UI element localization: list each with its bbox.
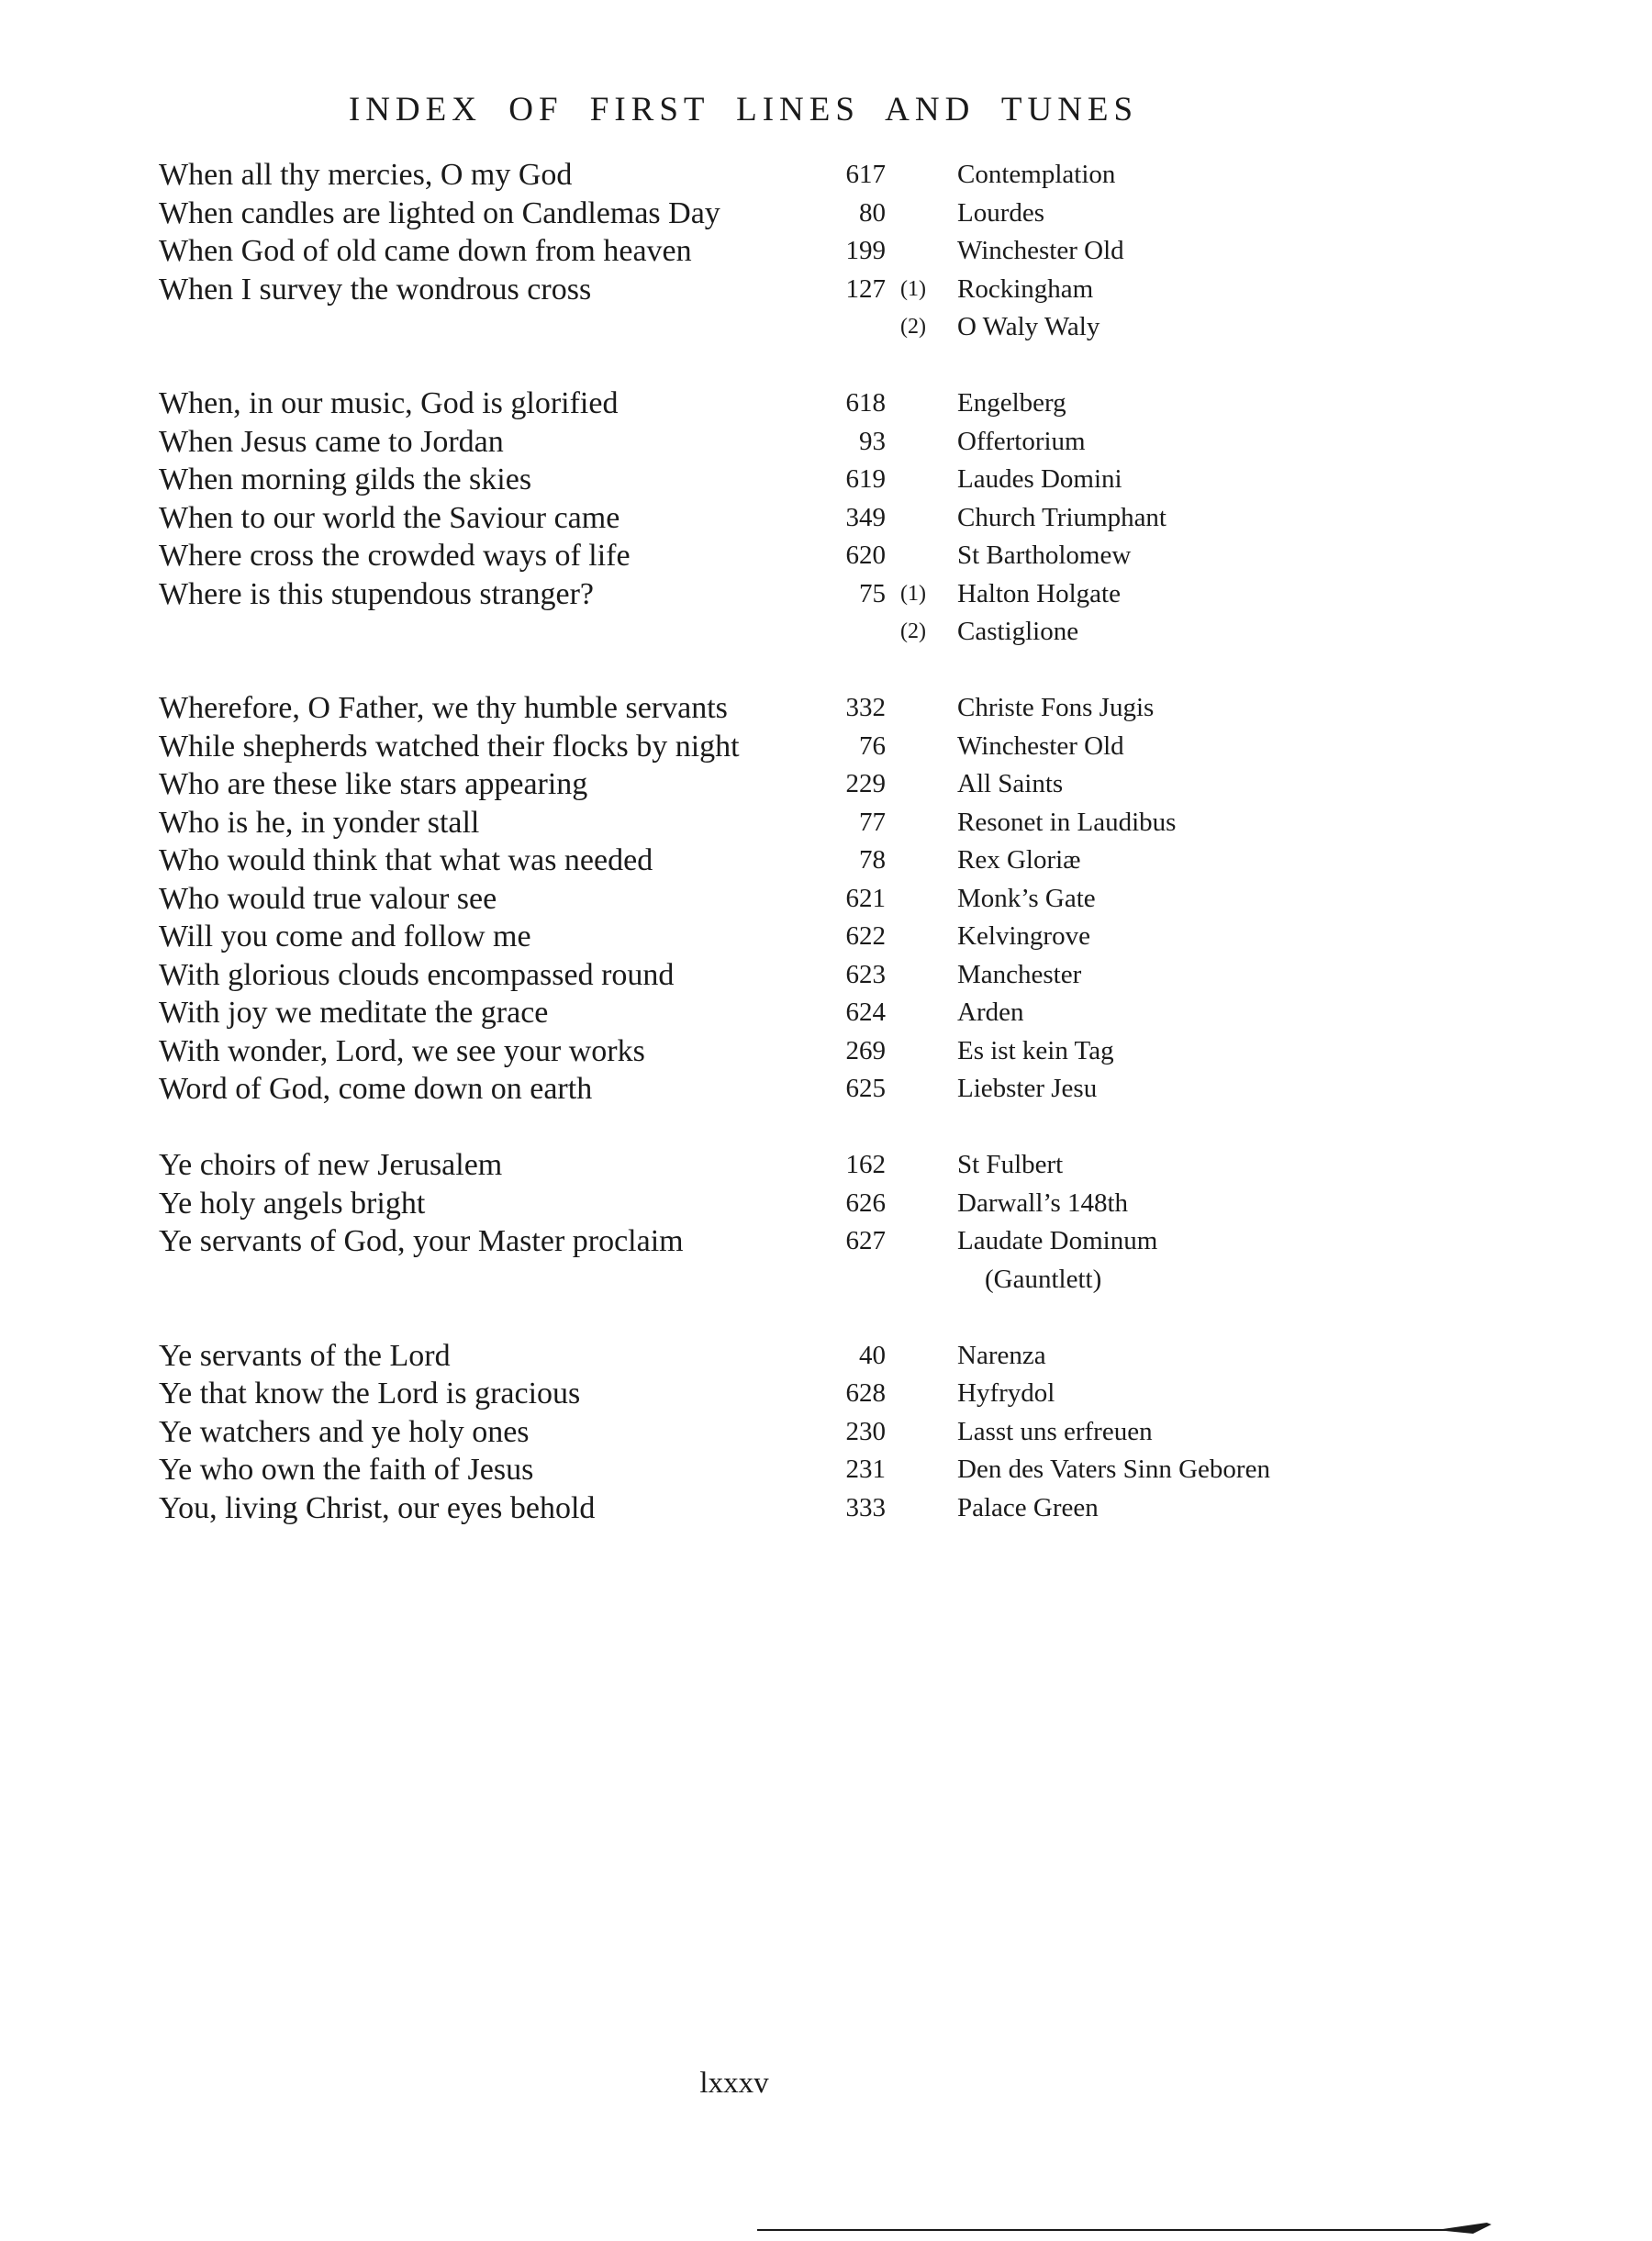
hymn-number: 77 xyxy=(859,807,886,837)
first-line: When Jesus came to Jordan xyxy=(159,424,504,459)
hymn-number: 627 xyxy=(845,1226,886,1255)
first-line: Where is this stupendous stranger? xyxy=(159,576,594,611)
index-entry xyxy=(159,728,1352,766)
tune-name: All Saints xyxy=(957,769,1064,798)
tune-name: Rex Gloriæ xyxy=(957,845,1081,875)
first-line: Ye choirs of new Jerusalem xyxy=(159,1148,503,1182)
first-line: Ye servants of the Lord xyxy=(159,1338,451,1373)
hymn-number: 626 xyxy=(845,1187,886,1218)
index-entry xyxy=(159,842,1352,880)
hymn-number: 625 xyxy=(845,1074,886,1103)
hymn-number: 332 xyxy=(845,693,886,722)
tune-name: Palace Green xyxy=(957,1492,1099,1522)
index-entry xyxy=(159,461,1352,499)
first-line: You, living Christ, our eyes behold xyxy=(159,1490,596,1525)
index-entry xyxy=(159,271,1352,309)
tune-name: Winchester Old xyxy=(957,730,1124,761)
hymn-number: 620 xyxy=(845,541,886,570)
hymn-number: 617 xyxy=(845,160,886,189)
tune-name: Resonet in Laudibus xyxy=(957,807,1177,837)
hymn-number: 623 xyxy=(845,959,886,989)
first-line: Who is he, in yonder stall xyxy=(159,805,480,840)
first-line: With glorious clouds encompassed round xyxy=(159,957,675,992)
tune-name: Kelvingrove xyxy=(957,921,1090,951)
index-entry xyxy=(159,613,1352,652)
index-entry xyxy=(159,1185,1352,1223)
index-entry xyxy=(159,994,1352,1032)
tune-name: Den des Vaters Sinn Geboren xyxy=(957,1455,1270,1484)
tune-name: Christe Fons Jugis xyxy=(957,693,1155,722)
index-entry xyxy=(159,1337,1352,1376)
first-line: Ye who own the faith of Jesus xyxy=(159,1453,534,1487)
tune-name: Lourdes xyxy=(957,197,1045,228)
first-line: When to our world the Saviour came xyxy=(159,500,620,535)
index-entry xyxy=(159,195,1352,233)
index-entry xyxy=(159,1146,1352,1185)
tune-alternative: (2) xyxy=(900,619,926,643)
tune-name: Hyfrydol xyxy=(957,1378,1055,1408)
index-entry xyxy=(159,918,1352,956)
tune-name: Monk’s Gate xyxy=(957,883,1096,913)
index-entry xyxy=(159,689,1352,728)
hymn-number: 624 xyxy=(845,998,886,1027)
tune-name: Halton Holgate xyxy=(957,578,1121,608)
first-line: When God of old came down from heaven xyxy=(159,234,692,268)
index-entry xyxy=(159,385,1352,423)
page-edge-rule xyxy=(757,2213,1501,2241)
first-line: Wherefore, O Father, we thy humble servants xyxy=(159,691,728,725)
hymn-number: 269 xyxy=(845,1035,886,1065)
tune-name: Narenza xyxy=(957,1340,1046,1370)
hymn-number: 230 xyxy=(845,1416,886,1446)
page-number: lxxxv xyxy=(699,2067,769,2100)
index-entry xyxy=(159,308,1352,347)
tune-name: Winchester Old xyxy=(957,236,1124,265)
first-line: Where cross the crowded ways of life xyxy=(159,539,631,573)
tune-name: Castiglione xyxy=(957,617,1079,646)
tune-name: Church Triumphant xyxy=(957,502,1166,532)
first-line: Who are these like stars appearing xyxy=(159,767,588,801)
index-entry xyxy=(159,1451,1352,1489)
first-line: With wonder, Lord, we see your works xyxy=(159,1033,645,1068)
first-line: Word of God, come down on earth xyxy=(159,1072,593,1106)
first-line: While shepherds watched their flocks by night xyxy=(159,729,740,764)
first-line: Ye that know the Lord is gracious xyxy=(159,1377,581,1410)
index-entry xyxy=(159,232,1352,271)
index-entry xyxy=(159,537,1352,575)
first-line: Who would true valour see xyxy=(159,881,497,916)
tune-alternative: (1) xyxy=(900,581,926,606)
tune-name: Engelberg xyxy=(957,388,1066,418)
index-entry xyxy=(159,765,1352,804)
hymn-number: 80 xyxy=(859,197,886,228)
hymn-number: 75 xyxy=(859,578,886,608)
first-line: When, in our music, God is glorified xyxy=(159,386,619,420)
tune-name: Laudate Dominum xyxy=(957,1226,1158,1255)
tune-name: Contemplation xyxy=(957,160,1116,189)
hymn-number: 349 xyxy=(845,502,886,532)
index-entry xyxy=(159,880,1352,919)
hymn-number: 622 xyxy=(845,921,886,951)
hymn-number: 162 xyxy=(845,1150,886,1179)
index-entry xyxy=(159,423,1352,462)
first-line: Ye watchers and ye holy ones xyxy=(159,1414,530,1449)
tune-name: Rockingham xyxy=(957,273,1094,304)
tune-name: O Waly Waly xyxy=(957,312,1100,341)
tune-name: Offertorium xyxy=(957,426,1086,456)
index-entry xyxy=(159,1222,1352,1261)
index-entry xyxy=(159,575,1352,614)
index-entry xyxy=(159,1413,1352,1452)
page-title: INDEX OF FIRST LINES AND TUNES xyxy=(348,91,1139,128)
index-entry xyxy=(159,1489,1352,1528)
first-line: When morning gilds the skies xyxy=(159,463,532,496)
hymn-number: 93 xyxy=(859,426,886,456)
first-line: Ye holy angels bright xyxy=(159,1186,426,1221)
index-entry xyxy=(159,1375,1352,1413)
hymn-number: 621 xyxy=(845,883,886,913)
tune-name: Arden xyxy=(957,998,1024,1027)
index-entry xyxy=(159,804,1352,842)
first-line: When I survey the wondrous cross xyxy=(159,272,592,307)
tune-alternative: (2) xyxy=(900,315,926,339)
hymn-number: 618 xyxy=(845,388,886,418)
hymn-number: 229 xyxy=(845,769,886,798)
hymn-number: 127 xyxy=(845,273,886,304)
tune-name: Manchester xyxy=(957,959,1082,989)
tune-name: Liebster Jesu xyxy=(957,1074,1098,1103)
index-entry xyxy=(159,1032,1352,1071)
index-entry xyxy=(159,1261,1352,1299)
hymn-number: 628 xyxy=(845,1378,886,1408)
tune-name: St Fulbert xyxy=(957,1150,1064,1179)
first-line: Who would think that what was needed xyxy=(159,843,653,877)
index-entry xyxy=(159,499,1352,538)
first-line: When all thy mercies, O my God xyxy=(159,158,573,192)
hymn-number: 199 xyxy=(845,236,886,265)
first-line: Ye servants of God, your Master proclaim xyxy=(159,1224,684,1258)
hymn-number: 78 xyxy=(859,845,886,875)
tune-name: Laudes Domini xyxy=(957,464,1122,494)
tune-name: Lasst uns erfreuen xyxy=(957,1416,1153,1446)
tune-name: Darwall’s 148th xyxy=(957,1187,1129,1218)
hymn-number: 619 xyxy=(845,464,886,494)
index-list xyxy=(159,156,1352,1527)
tune-name: St Bartholomew xyxy=(957,541,1132,570)
first-line: With joy we meditate the grace xyxy=(159,996,549,1030)
first-line: When candles are lighted on Candlemas Day xyxy=(159,195,720,230)
index-entry xyxy=(159,956,1352,995)
hymn-number: 231 xyxy=(845,1455,886,1484)
first-line: Will you come and follow me xyxy=(159,920,531,953)
tune-name: (Gauntlett) xyxy=(985,1264,1102,1294)
index-entry xyxy=(159,156,1352,195)
hymn-number: 333 xyxy=(845,1492,886,1522)
tune-alternative: (1) xyxy=(900,276,926,301)
tune-name: Es ist kein Tag xyxy=(957,1035,1114,1065)
index-entry xyxy=(159,1070,1352,1109)
hymn-number: 76 xyxy=(859,730,886,761)
hymn-number: 40 xyxy=(859,1340,886,1370)
